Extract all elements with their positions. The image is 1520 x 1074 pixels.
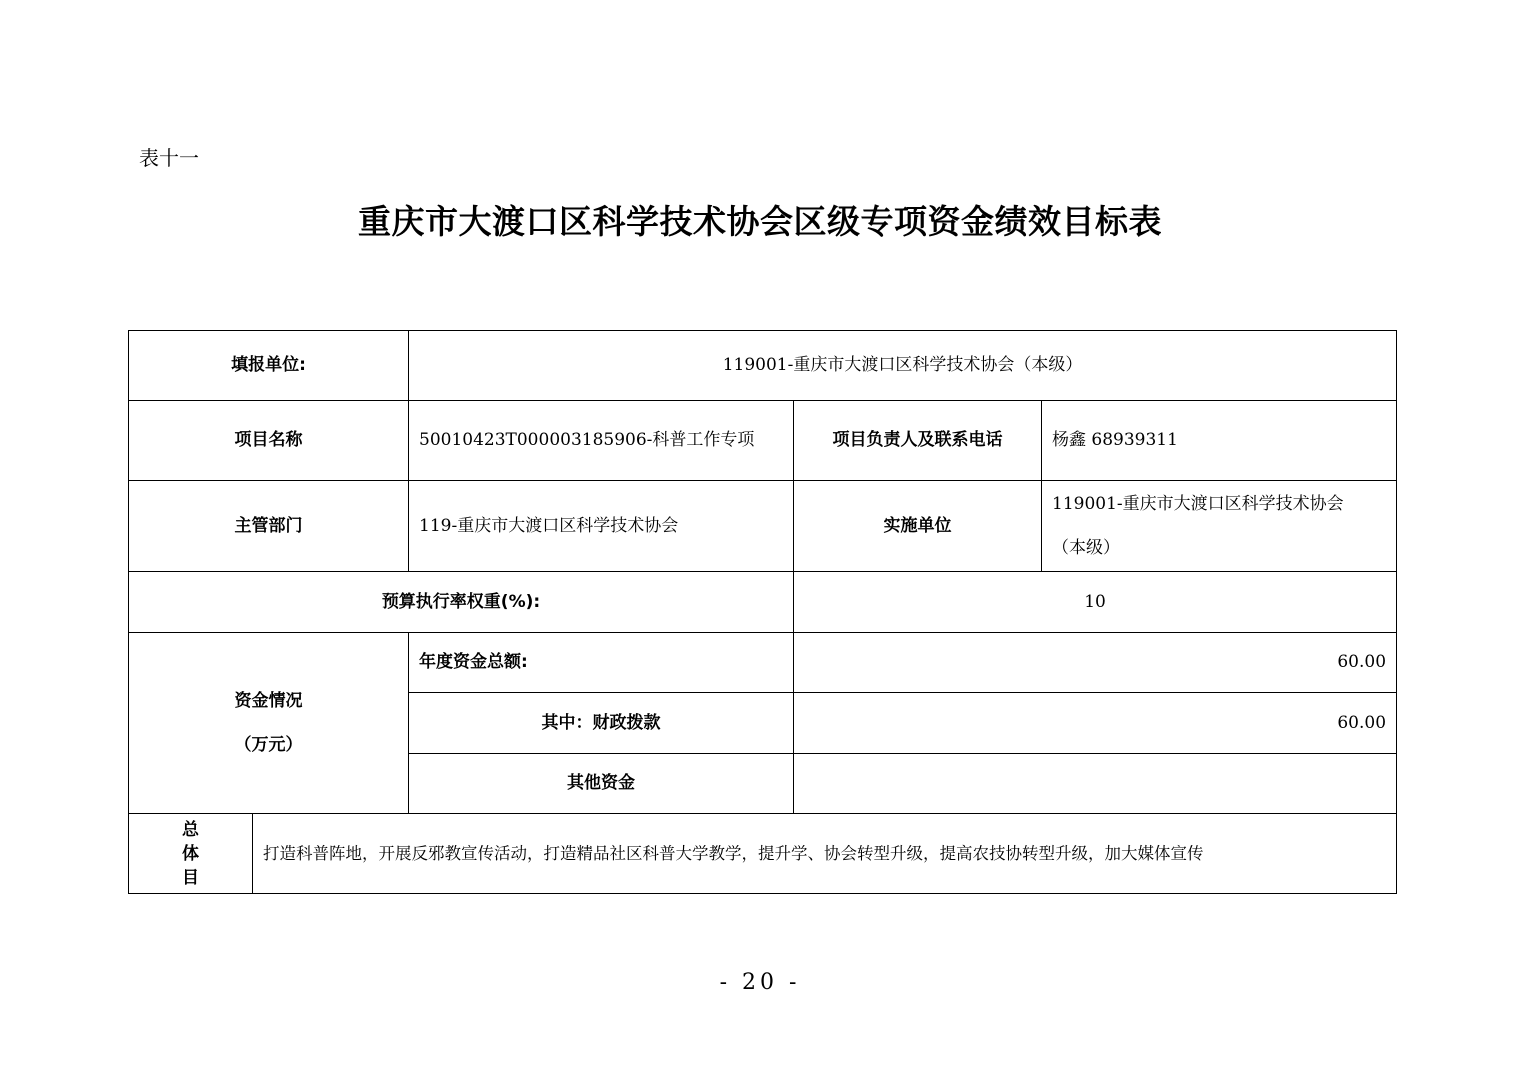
overall-goal-label-2: 体: [182, 843, 199, 864]
impl-unit-value-line1: 119001-重庆市大渡口区科学技术协会: [1052, 494, 1344, 514]
department-value: 119-重庆市大渡口区科学技术协会: [409, 481, 794, 572]
reporting-unit-label: 填报单位:: [129, 331, 409, 401]
annual-total-value: 60.00: [794, 633, 1397, 693]
impl-unit-label: 实施单位: [794, 481, 1042, 572]
funds-label-line1: 资金情况: [234, 691, 303, 711]
page-title: 重庆市大渡口区科学技术协会区级专项资金绩效目标表: [358, 202, 1162, 241]
overall-goal-label-3: 目: [182, 867, 199, 888]
reporting-unit-value: 119001-重庆市大渡口区科学技术协会（本级）: [409, 331, 1397, 401]
contact-label: 项目负责人及联系电话: [794, 401, 1042, 481]
overall-goal-label: [129, 814, 253, 894]
project-name-label: 项目名称: [129, 401, 409, 481]
page-number: - 20 -: [719, 970, 801, 995]
budget-weight-value: 10: [794, 572, 1397, 633]
overall-goal-label-1: 总: [182, 819, 199, 840]
funds-label: [129, 633, 409, 814]
budget-weight-label: 预算执行率权重(%):: [129, 572, 794, 633]
other-funds-label: 其他资金: [409, 754, 794, 814]
impl-unit-value-line2: （本级）: [1052, 538, 1120, 558]
impl-unit-value: [1042, 481, 1397, 572]
performance-target-table: [128, 330, 1397, 894]
department-label: 主管部门: [129, 481, 409, 572]
fiscal-value: 60.00: [794, 693, 1397, 754]
annual-total-label: 年度资金总额:: [409, 633, 794, 693]
project-name-value: 50010423T000003185906-科普工作专项: [409, 401, 794, 481]
contact-value: 杨鑫 68939311: [1042, 401, 1397, 481]
overall-goal-value: 打造科普阵地，开展反邪教宣传活动，打造精品社区科普大学教学，提升学、协会转型升级，提高农技协转型升级，加大媒体宣传: [253, 814, 1397, 894]
fiscal-label: 其中：财政拨款: [409, 693, 794, 754]
table-number: 表十一: [139, 146, 199, 170]
other-funds-value: [794, 754, 1397, 814]
funds-label-line2: （万元）: [234, 735, 303, 755]
